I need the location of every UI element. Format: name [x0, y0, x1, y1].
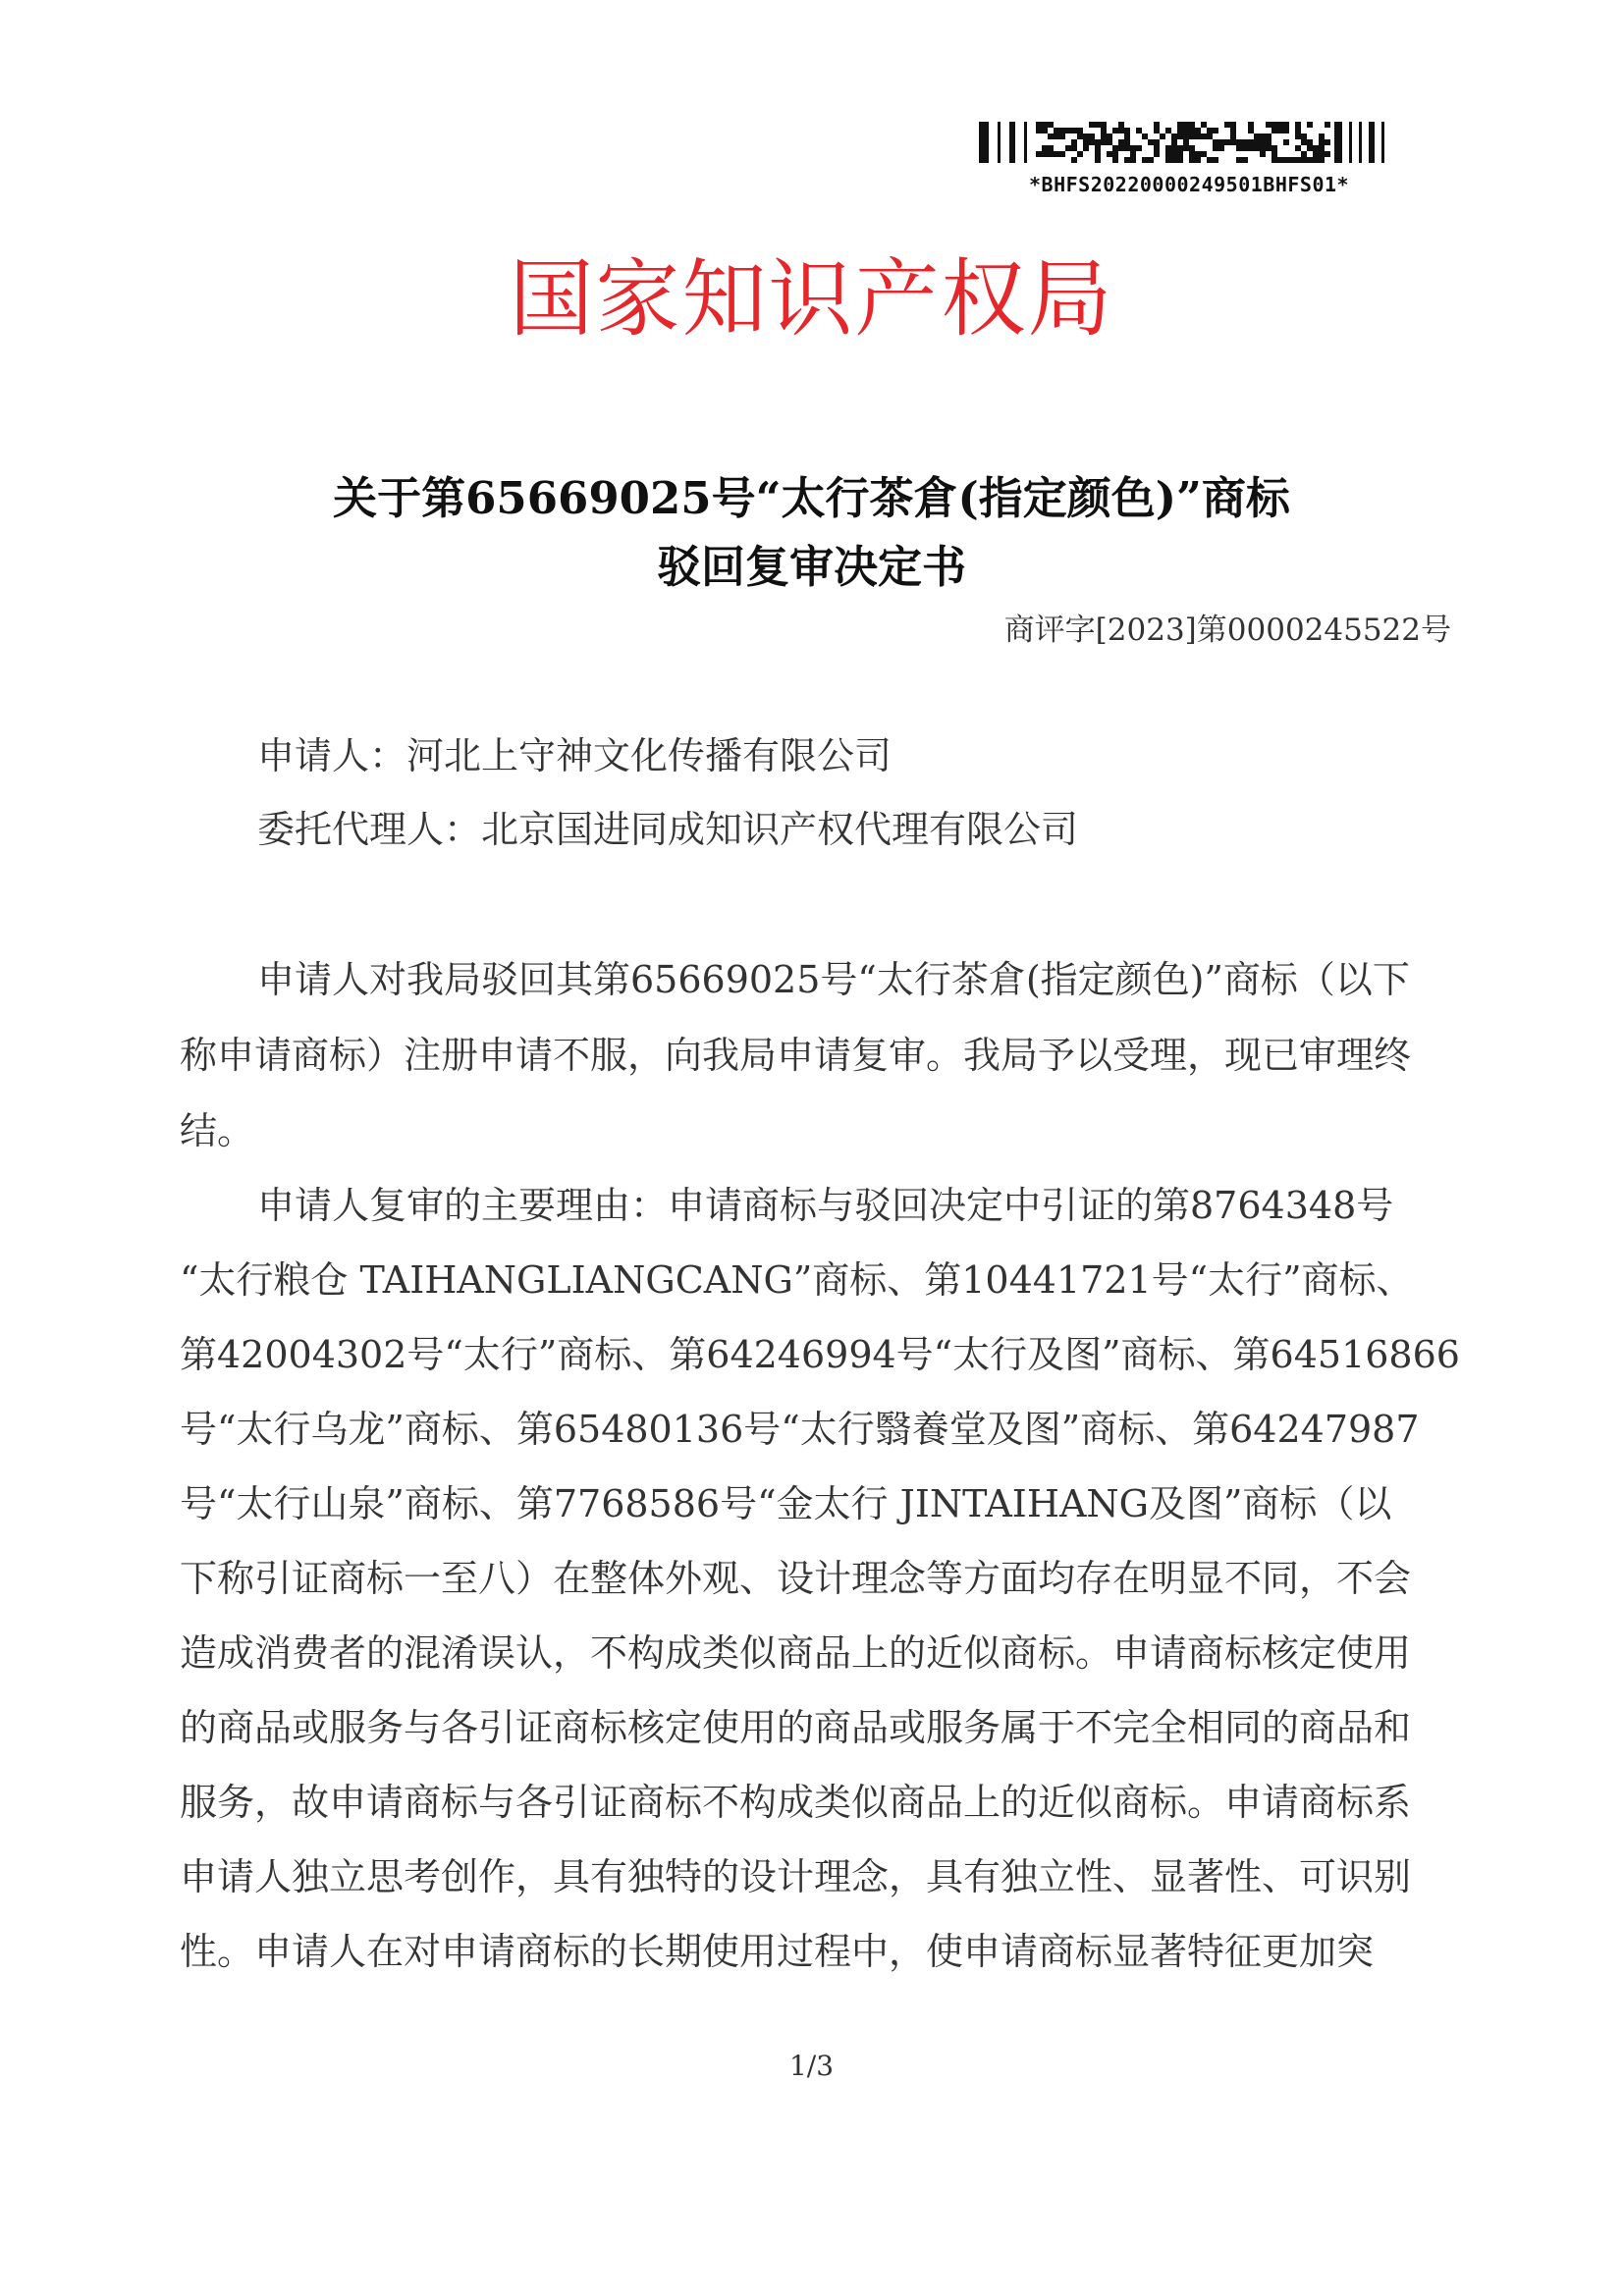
body-line-11: 的商品或服务与各引证商标核定使用的商品或服务属于不完全相同的商品和: [180, 1706, 1412, 1749]
body-line-14: 性。申请人在对申请商标的长期使用过程中，使申请商标显著特征更加突: [180, 1930, 1375, 1973]
body-line-1: 申请人对我局驳回其第65669025号“太行茶倉(指定颜色)”商标（以下: [257, 958, 1410, 1001]
applicant: 申请人：河北上守神文化传播有限公司: [257, 734, 893, 777]
barcode-text: *BHFS20220000249501BHFS01*: [1029, 173, 1350, 196]
body-text: [180, 0, 1460, 1973]
body-line-9: 下称引证商标一至八）在整体外观、设计理念等方面均存在明显不同，不会: [180, 1557, 1412, 1600]
document-title-line-2: 驳回复审决定书: [656, 541, 966, 593]
body-line-3: 结。: [180, 1109, 255, 1152]
agency-name: 国家知识产权局: [509, 250, 1114, 348]
body-line-10: 造成消费者的混淆误认，不构成类似商品上的近似商标。申请商标核定使用: [180, 1631, 1412, 1675]
body-line-12: 服务，故申请商标与各引证商标不构成类似商品上的近似商标。申请商标系: [180, 1781, 1412, 1824]
document-number: 商评字[2023]第0000245522号: [1003, 613, 1451, 648]
page-number: 1/3: [788, 2050, 835, 2082]
body-line-6: 第42004302号“太行”商标、第64246994号“太行及图”商标、第64516866: [180, 1333, 1460, 1376]
document-title-line-1: 关于第65669025号“太行茶倉(指定颜色)”商标: [333, 472, 1290, 524]
agent: 委托代理人：北京国进同成知识产权代理有限公司: [257, 808, 1079, 851]
body-line-4: 申请人复审的主要理由：申请商标与驳回决定中引证的第8764348号: [257, 1184, 1394, 1227]
body-line-2: 称申请商标）注册申请不服，向我局申请复审。我局予以受理，现已审理终: [180, 1034, 1412, 1077]
body-line-7: 号“太行乌龙”商标、第65480136号“太行翳養堂及图”商标、第64247987: [180, 1408, 1420, 1451]
body-line-13: 申请人独立思考创作，具有独特的设计理念，具有独立性、显著性、可识别: [180, 1855, 1412, 1898]
body-line-8: 号“太行山泉”商标、第7768586号“金太行 JINTAIHANG及图”商标（以: [180, 1482, 1392, 1525]
body-line-5: “太行粮仓 TAIHANGLIANGCANG”商标、第10441721号“太行”商标、: [180, 1258, 1414, 1302]
